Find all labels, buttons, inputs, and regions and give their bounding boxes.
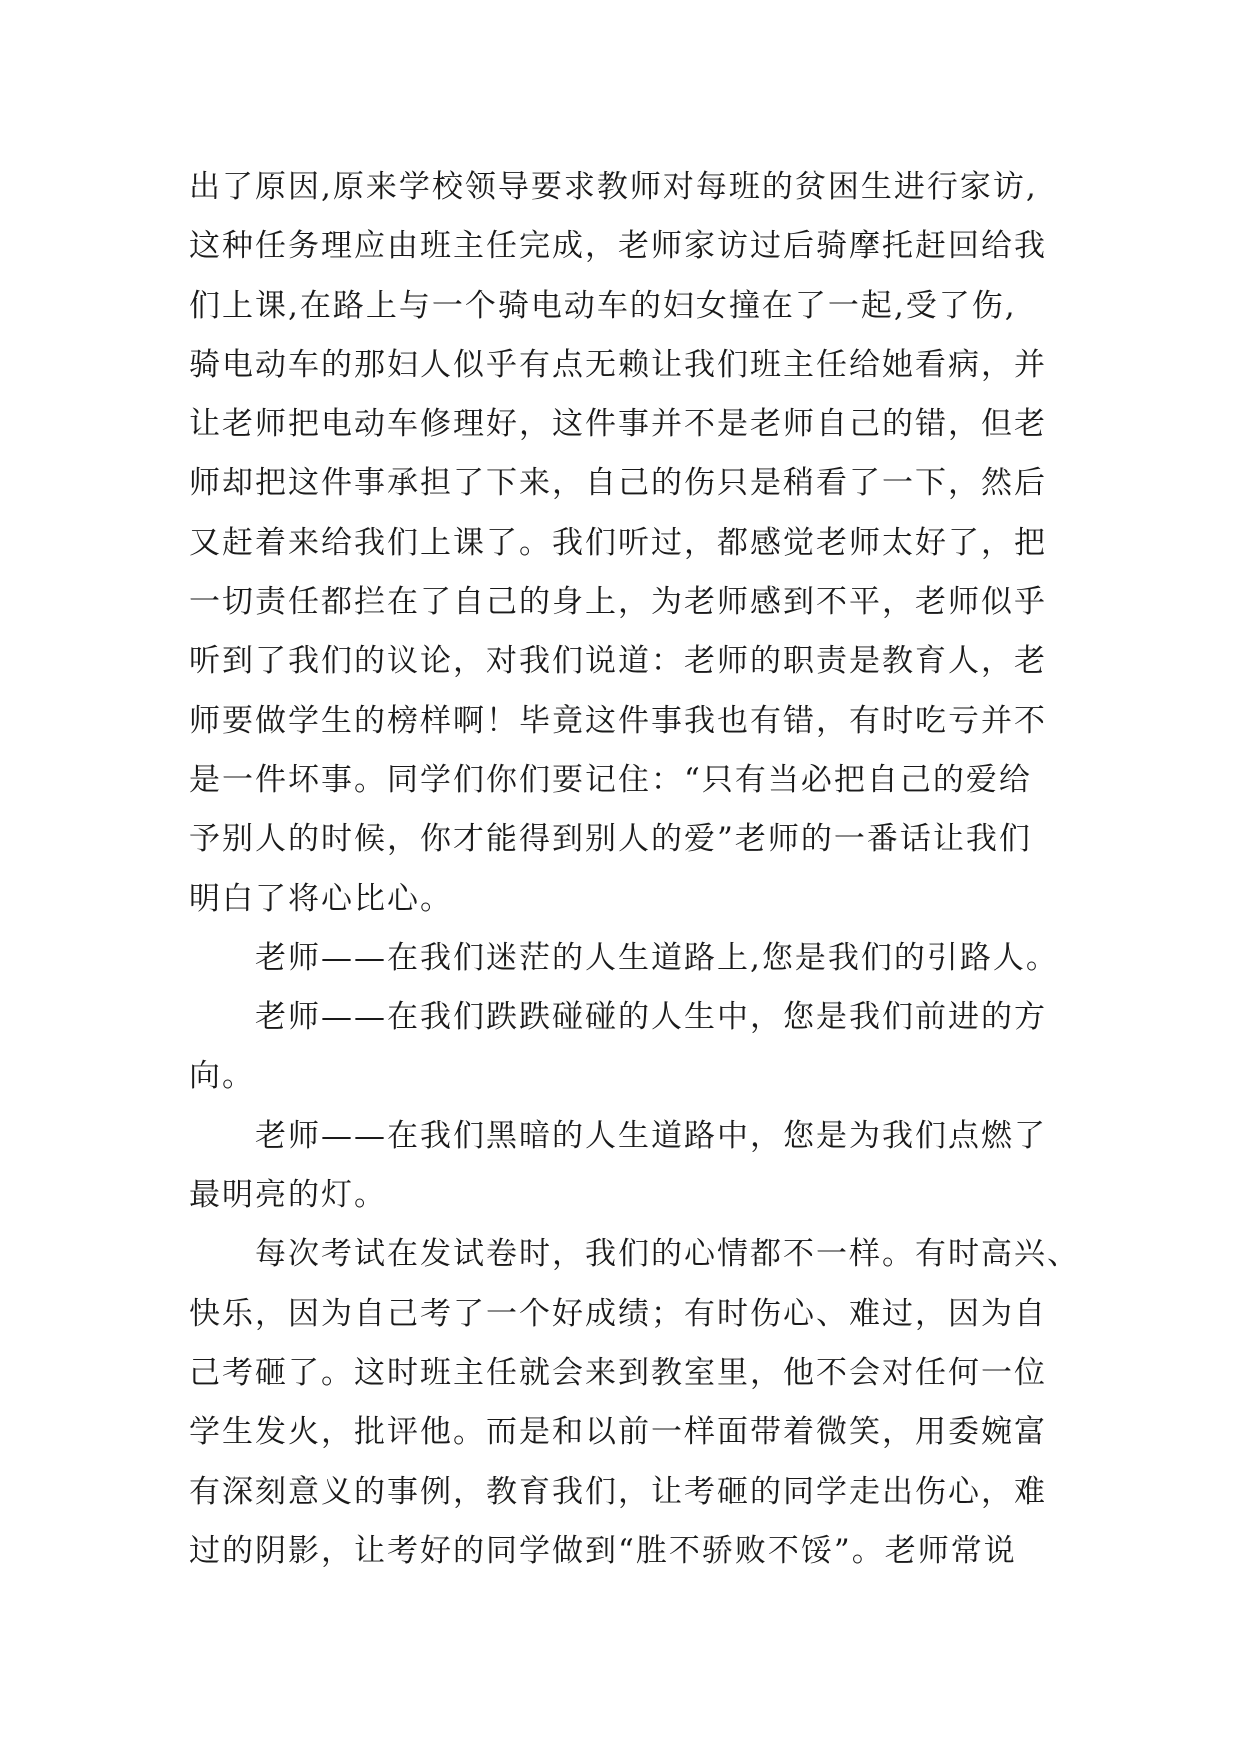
text-line: 们上课,在路上与一个骑电动车的妇女撞在了一起,受了伤,: [189, 287, 1017, 324]
text-line: 让老师把电动车修理好，这件事并不是老师自己的错，但老: [189, 406, 1047, 443]
body-text: [189, 158, 1089, 1581]
text-line: 一切责任都拦在了自己的身上，为老师感到不平，老师似乎: [189, 584, 1047, 621]
text-line: 快乐，因为自己考了一个好成绩；有时伤心、难过，因为自: [189, 1295, 1047, 1332]
text-line: 最明亮的灯。: [189, 1177, 387, 1214]
text-line: 每次考试在发试卷时，我们的心情都不一样。有时高兴、: [255, 1236, 1080, 1273]
text-line: 是一件坏事。同学们你们要记住：“只有当必把自己的爱给: [189, 761, 1032, 798]
text-line: 师却把这件事承担了下来，自己的伤只是稍看了一下，然后: [189, 465, 1047, 502]
text-line: 己考砸了。这时班主任就会来到教室里，他不会对任何一位: [189, 1354, 1047, 1391]
text-line: 有深刻意义的事例，教育我们，让考砸的同学走出伤心，难: [189, 1473, 1047, 1510]
text-line: 这种任务理应由班主任完成，老师家访过后骑摩托赶回给我: [189, 228, 1047, 265]
text-line: 予别人的时候，你才能得到别人的爱”老师的一番话让我们: [189, 821, 1032, 858]
text-line: 老师——在我们跌跌碰碰的人生中，您是我们前进的方: [255, 999, 1047, 1036]
text-line: 向。: [189, 1058, 255, 1095]
text-line: 骑电动车的那妇人似乎有点无赖让我们班主任给她看病，并: [189, 346, 1047, 383]
text-line: 学生发火，批评他。而是和以前一样面带着微笑，用委婉富: [189, 1414, 1047, 1451]
text-line: 师要做学生的榜样啊！毕竟这件事我也有错，有时吃亏并不: [189, 702, 1047, 739]
text-line: 出了原因,原来学校领导要求教师对每班的贫困生进行家访,: [189, 169, 1038, 205]
text-line: 明白了将心比心。: [189, 880, 453, 917]
text-line: 过的阴影，让考好的同学做到“胜不骄败不馁”。老师常说: [189, 1532, 1017, 1569]
text-line: 又赶着来给我们上课了。我们听过，都感觉老师太好了，把: [189, 524, 1047, 561]
text-line: 听到了我们的议论，对我们说道：老师的职责是教育人，老: [189, 643, 1047, 680]
text-line: 老师——在我们迷茫的人生道路上,您是我们的引路人。: [255, 939, 1059, 976]
text-line: 老师——在我们黑暗的人生道路中，您是为我们点燃了: [255, 1117, 1047, 1154]
